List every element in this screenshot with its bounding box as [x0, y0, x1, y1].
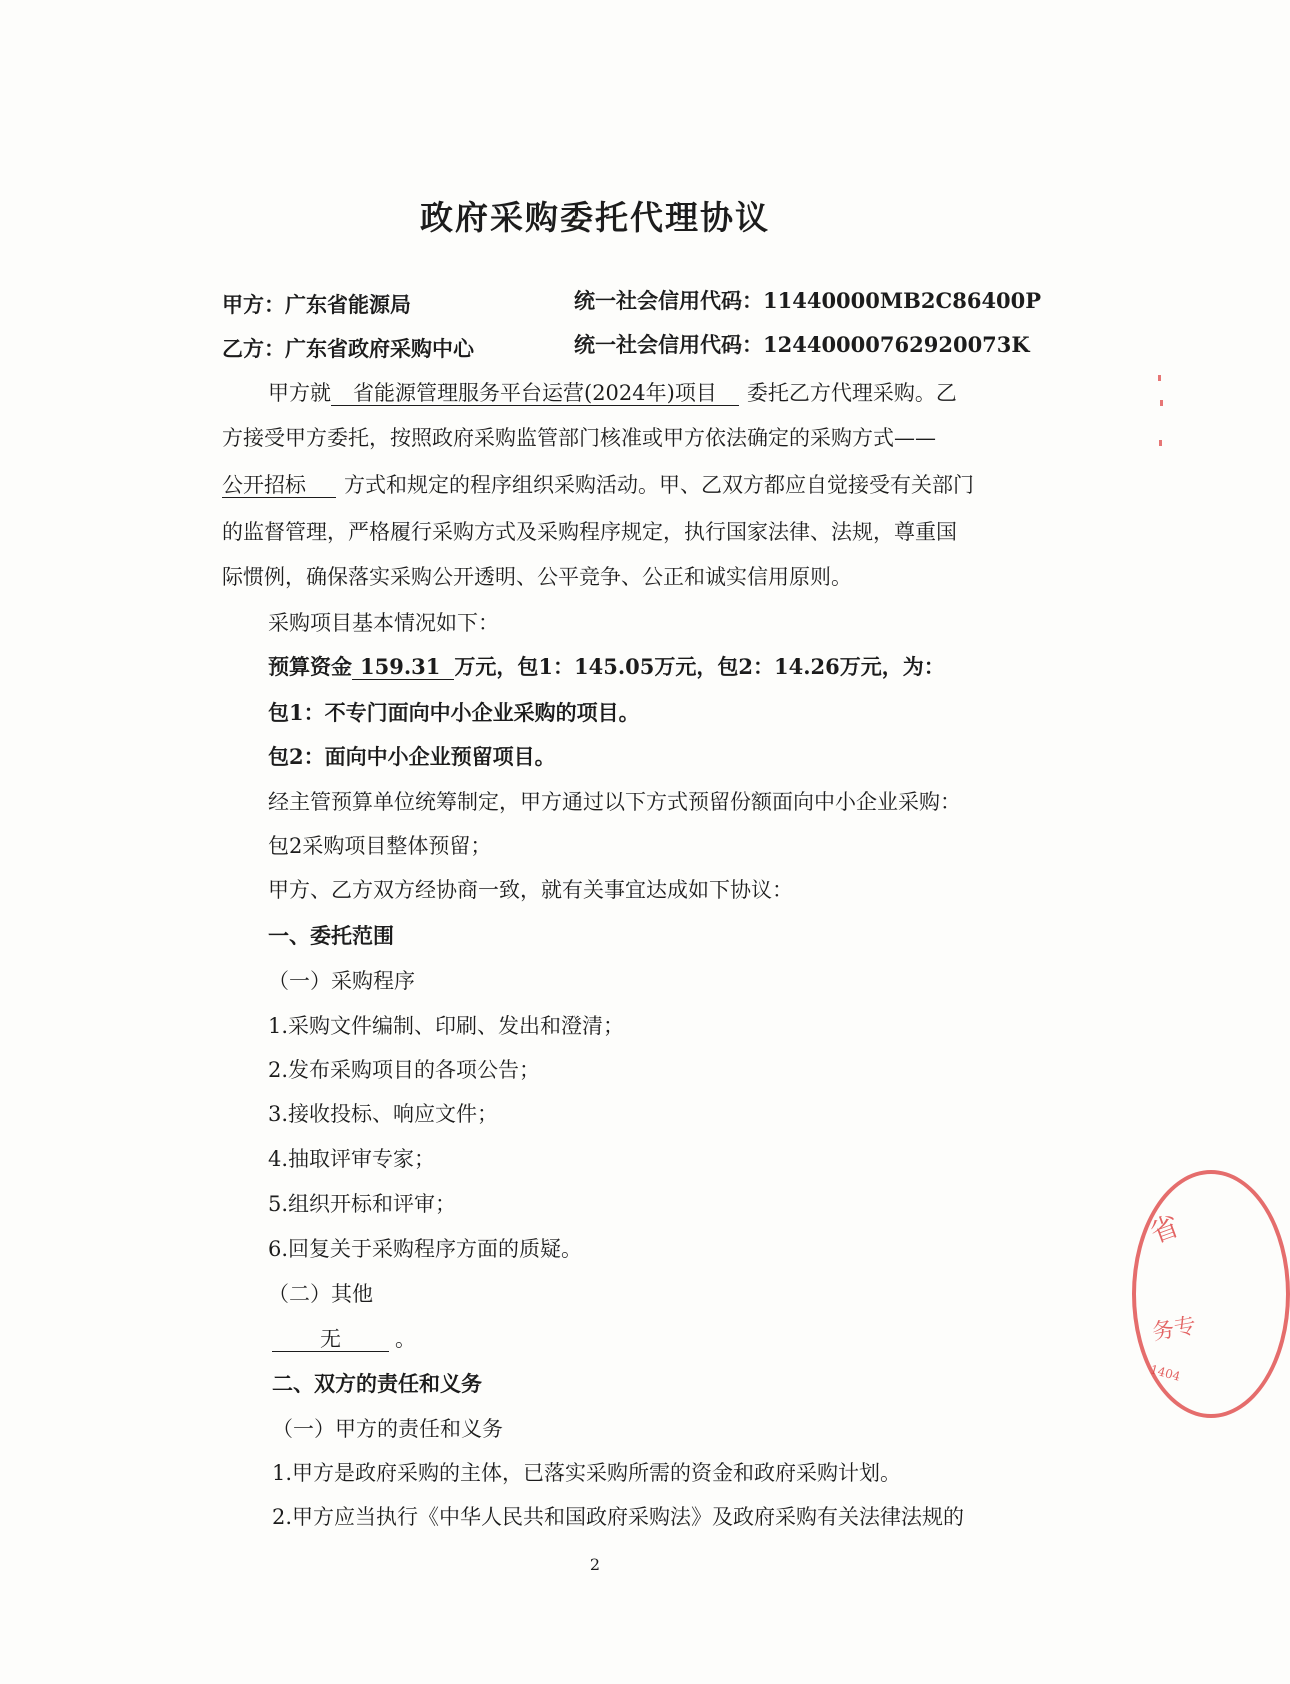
list-item: 1.采购文件编制、印刷、发出和澄清；	[268, 1014, 625, 1038]
reserve-method: 包2采购项目整体预留；	[268, 834, 492, 858]
procurement-method: 公开招标	[222, 473, 336, 498]
package-2-note: 包2：面向中小企业预留项目。	[268, 744, 556, 769]
section-2-heading: 二、双方的责任和义务	[272, 1371, 482, 1396]
list-item: 6.回复关于采购程序方面的质疑。	[268, 1237, 583, 1261]
section-1-heading: 一、委托范围	[268, 923, 394, 948]
agreement-statement: 甲方、乙方双方经协商一致，就有关事宜达成如下协议：	[268, 878, 793, 902]
subsection-1-1-heading: （一）采购程序	[268, 969, 415, 993]
other-end: 。	[395, 1327, 416, 1351]
official-seal	[1132, 1170, 1290, 1418]
intro-line-4: 的监督管理，严格履行采购方式及采购程序规定，执行国家法律、法规，尊重国	[222, 520, 957, 544]
red-mark	[1160, 400, 1163, 406]
other-line	[272, 1325, 416, 1353]
party-a-label: 甲方：广东省能源局	[222, 292, 411, 317]
list-item: 3.接收投标、响应文件；	[268, 1102, 499, 1126]
page-number: 2	[589, 1555, 601, 1574]
party-a-credit-code: 统一社会信用代码：11440000MB2C86400P	[574, 288, 1042, 313]
budget-suffix: 万元，包1：145.05万元，包2：14.26万元，为：	[454, 654, 945, 679]
duty-item: 1.甲方是政府采购的主体，已落实采购所需的资金和政府采购计划。	[272, 1461, 902, 1485]
duty-item: 2.甲方应当执行《中华人民共和国政府采购法》及政府采购有关法律法规的	[272, 1505, 965, 1529]
subsection-1-2-heading: （二）其他	[268, 1282, 373, 1306]
seal-char: 省	[1145, 1209, 1184, 1250]
red-mark	[1158, 375, 1161, 381]
list-item: 4.抽取评审专家；	[268, 1147, 436, 1171]
project-name: 省能源管理服务平台运营(2024年)项目	[331, 381, 739, 406]
party-b-label: 乙方：广东省政府采购中心	[222, 336, 474, 361]
red-mark	[1159, 440, 1162, 446]
document-title: 政府采购委托代理协议	[420, 198, 770, 237]
intro-line-5: 际惯例，确保落实采购公开透明、公平竞争、公正和诚实信用原则。	[222, 565, 852, 589]
budget-prefix: 预算资金	[268, 654, 352, 679]
basic-info-heading: 采购项目基本情况如下：	[268, 611, 499, 635]
list-item: 2.发布采购项目的各项公告；	[268, 1058, 541, 1082]
intro-line-1	[268, 379, 957, 407]
list-item: 5.组织开标和评审；	[268, 1192, 457, 1216]
subsection-2-1-heading: （一）甲方的责任和义务	[272, 1417, 503, 1441]
reserve-statement: 经主管预算单位统筹制定，甲方通过以下方式预留份额面向中小企业采购：	[268, 790, 961, 814]
intro-line-3	[222, 471, 974, 499]
party-b-credit-code: 统一社会信用代码：12440000762920073K	[574, 332, 1030, 357]
other-value: 无	[272, 1327, 389, 1352]
intro-line-3-text: 方式和规定的程序组织采购活动。甲、乙双方都应自觉接受有关部门	[344, 473, 974, 497]
seal-char: 1404	[1148, 1362, 1182, 1384]
budget-value: 159.31	[352, 655, 454, 680]
intro-line-2: 方接受甲方委托，按照政府采购监管部门核准或甲方依法确定的采购方式——	[222, 426, 936, 450]
intro-suffix: 委托乙方代理采购。乙	[746, 381, 957, 405]
budget-line	[268, 653, 945, 681]
intro-prefix: 甲方就	[268, 381, 331, 405]
seal-char: 务专	[1150, 1313, 1199, 1346]
package-1-note: 包1：不专门面向中小企业采购的项目。	[268, 700, 640, 725]
